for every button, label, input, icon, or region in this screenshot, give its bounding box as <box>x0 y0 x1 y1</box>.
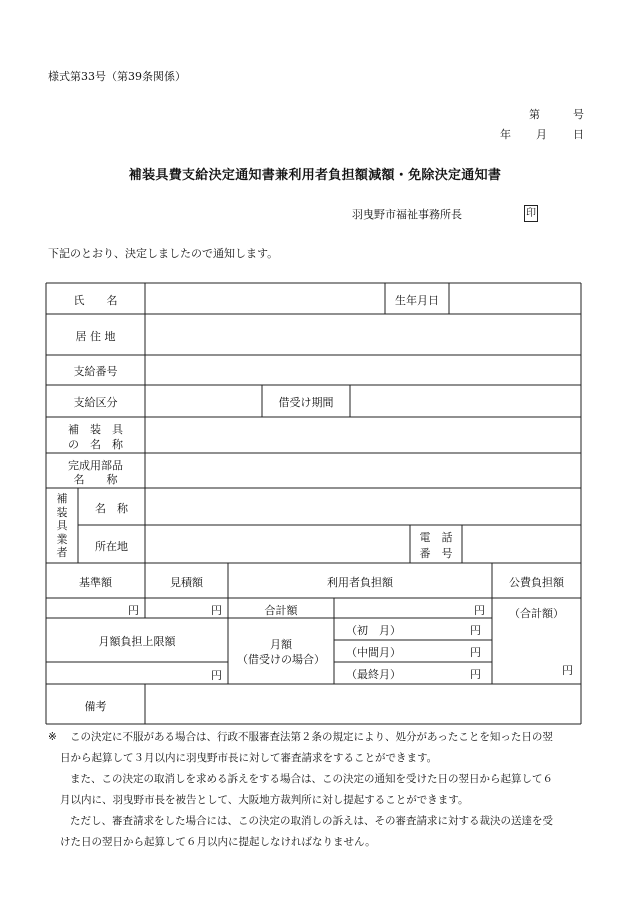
label-device-line1: 補 装 具 <box>68 423 123 436</box>
vendor-char: 装 <box>56 505 68 519</box>
label-payment-number: 支給番号 <box>73 365 118 378</box>
label-vendor <box>46 492 78 560</box>
label-vendor-location: 所在地 <box>95 540 128 553</box>
vendor-char: 者 <box>56 546 68 559</box>
form-number: 様式第33号（第39条関係） <box>48 70 186 83</box>
number-go: 号 <box>573 108 584 121</box>
note-line4: 月以内に、羽曳野市長を被告として、大阪地方裁判所に対し提起することができます。 <box>60 794 469 806</box>
note-line1: この決定に不服がある場合は、行政不服審査法第２条の規定により、処分があったことを知った日の翌 <box>70 731 553 743</box>
date-day: 日 <box>573 128 584 141</box>
label-device-line2: の 名 称 <box>68 438 123 451</box>
label-first-month: （初 月） <box>346 624 401 637</box>
note-line5: ただし、審査請求をした場合には、この決定の取消しの訴えは、その審査請求に対する裁決の送達を受 <box>70 815 553 827</box>
number-dai: 第 <box>529 108 540 121</box>
date-month: 月 <box>536 128 547 141</box>
label-address: 居 住 地 <box>75 330 116 343</box>
yen-monthly-cap: 円 <box>211 669 222 682</box>
label-base-amount: 基準額 <box>79 576 112 589</box>
note-line6: けた日の翌日から起算して６月以内に提起しなければなりません。 <box>60 836 376 848</box>
vendor-char: 具 <box>56 519 68 532</box>
label-payment-category: 支給区分 <box>73 396 118 409</box>
date-year: 年 <box>500 128 511 141</box>
label-parts-line2: 名 称 <box>73 473 118 486</box>
intro-text: 下記のとおり、決定しましたので通知します。 <box>48 247 279 260</box>
label-estimate: 見積額 <box>170 576 203 589</box>
issuer: 羽曳野市福祉事務所長 <box>352 208 462 221</box>
label-total: 合計額 <box>264 604 298 617</box>
vendor-char: 業 <box>56 532 68 546</box>
label-user-burden: 利用者負担額 <box>327 576 393 589</box>
label-vendor-name: 名 称 <box>95 502 128 515</box>
label-phone-line2: 番 号 <box>419 547 453 560</box>
label-monthly-cap: 月額負担上限額 <box>98 635 176 648</box>
label-remarks: 備考 <box>84 700 107 713</box>
yen-first-month: 円 <box>470 624 481 637</box>
label-middle-month: （中間月） <box>346 646 401 659</box>
yen-base: 円 <box>128 604 139 617</box>
label-monthly-line2: （借受けの場合） <box>237 653 325 666</box>
label-monthly-line1: 月額 <box>270 638 292 651</box>
note-line3: また、この決定の取消しを求める訴えをする場合は、この決定の通知を受けた日の翌日から起算して６ <box>70 773 553 785</box>
yen-last-month: 円 <box>470 668 481 681</box>
yen-middle-month: 円 <box>470 646 481 659</box>
note-mark: ※ <box>48 731 57 743</box>
label-name: 氏 名 <box>73 294 118 307</box>
yen-public: 円 <box>562 664 573 677</box>
seal-stamp: 印 <box>524 205 538 222</box>
label-parts-line1: 完成用部品 <box>68 459 123 472</box>
vendor-char: 補 <box>56 492 68 505</box>
note-line2: 日から起算して３月以内に羽曳野市長に対して審査請求をすることができます。 <box>60 752 438 764</box>
yen-total: 円 <box>474 604 485 617</box>
document-title: 補装具費支給決定通知書兼利用者負担額減額・免除決定通知書 <box>128 168 502 183</box>
label-rental-period: 借受け期間 <box>278 396 334 409</box>
label-public-burden: 公費負担額 <box>509 576 564 589</box>
label-phone-line1: 電 話 <box>419 531 453 544</box>
yen-estimate: 円 <box>211 604 222 617</box>
label-public-total: （合計額） <box>509 607 564 620</box>
label-birthdate: 生年月日 <box>395 294 439 307</box>
label-last-month: （最終月） <box>346 668 401 681</box>
